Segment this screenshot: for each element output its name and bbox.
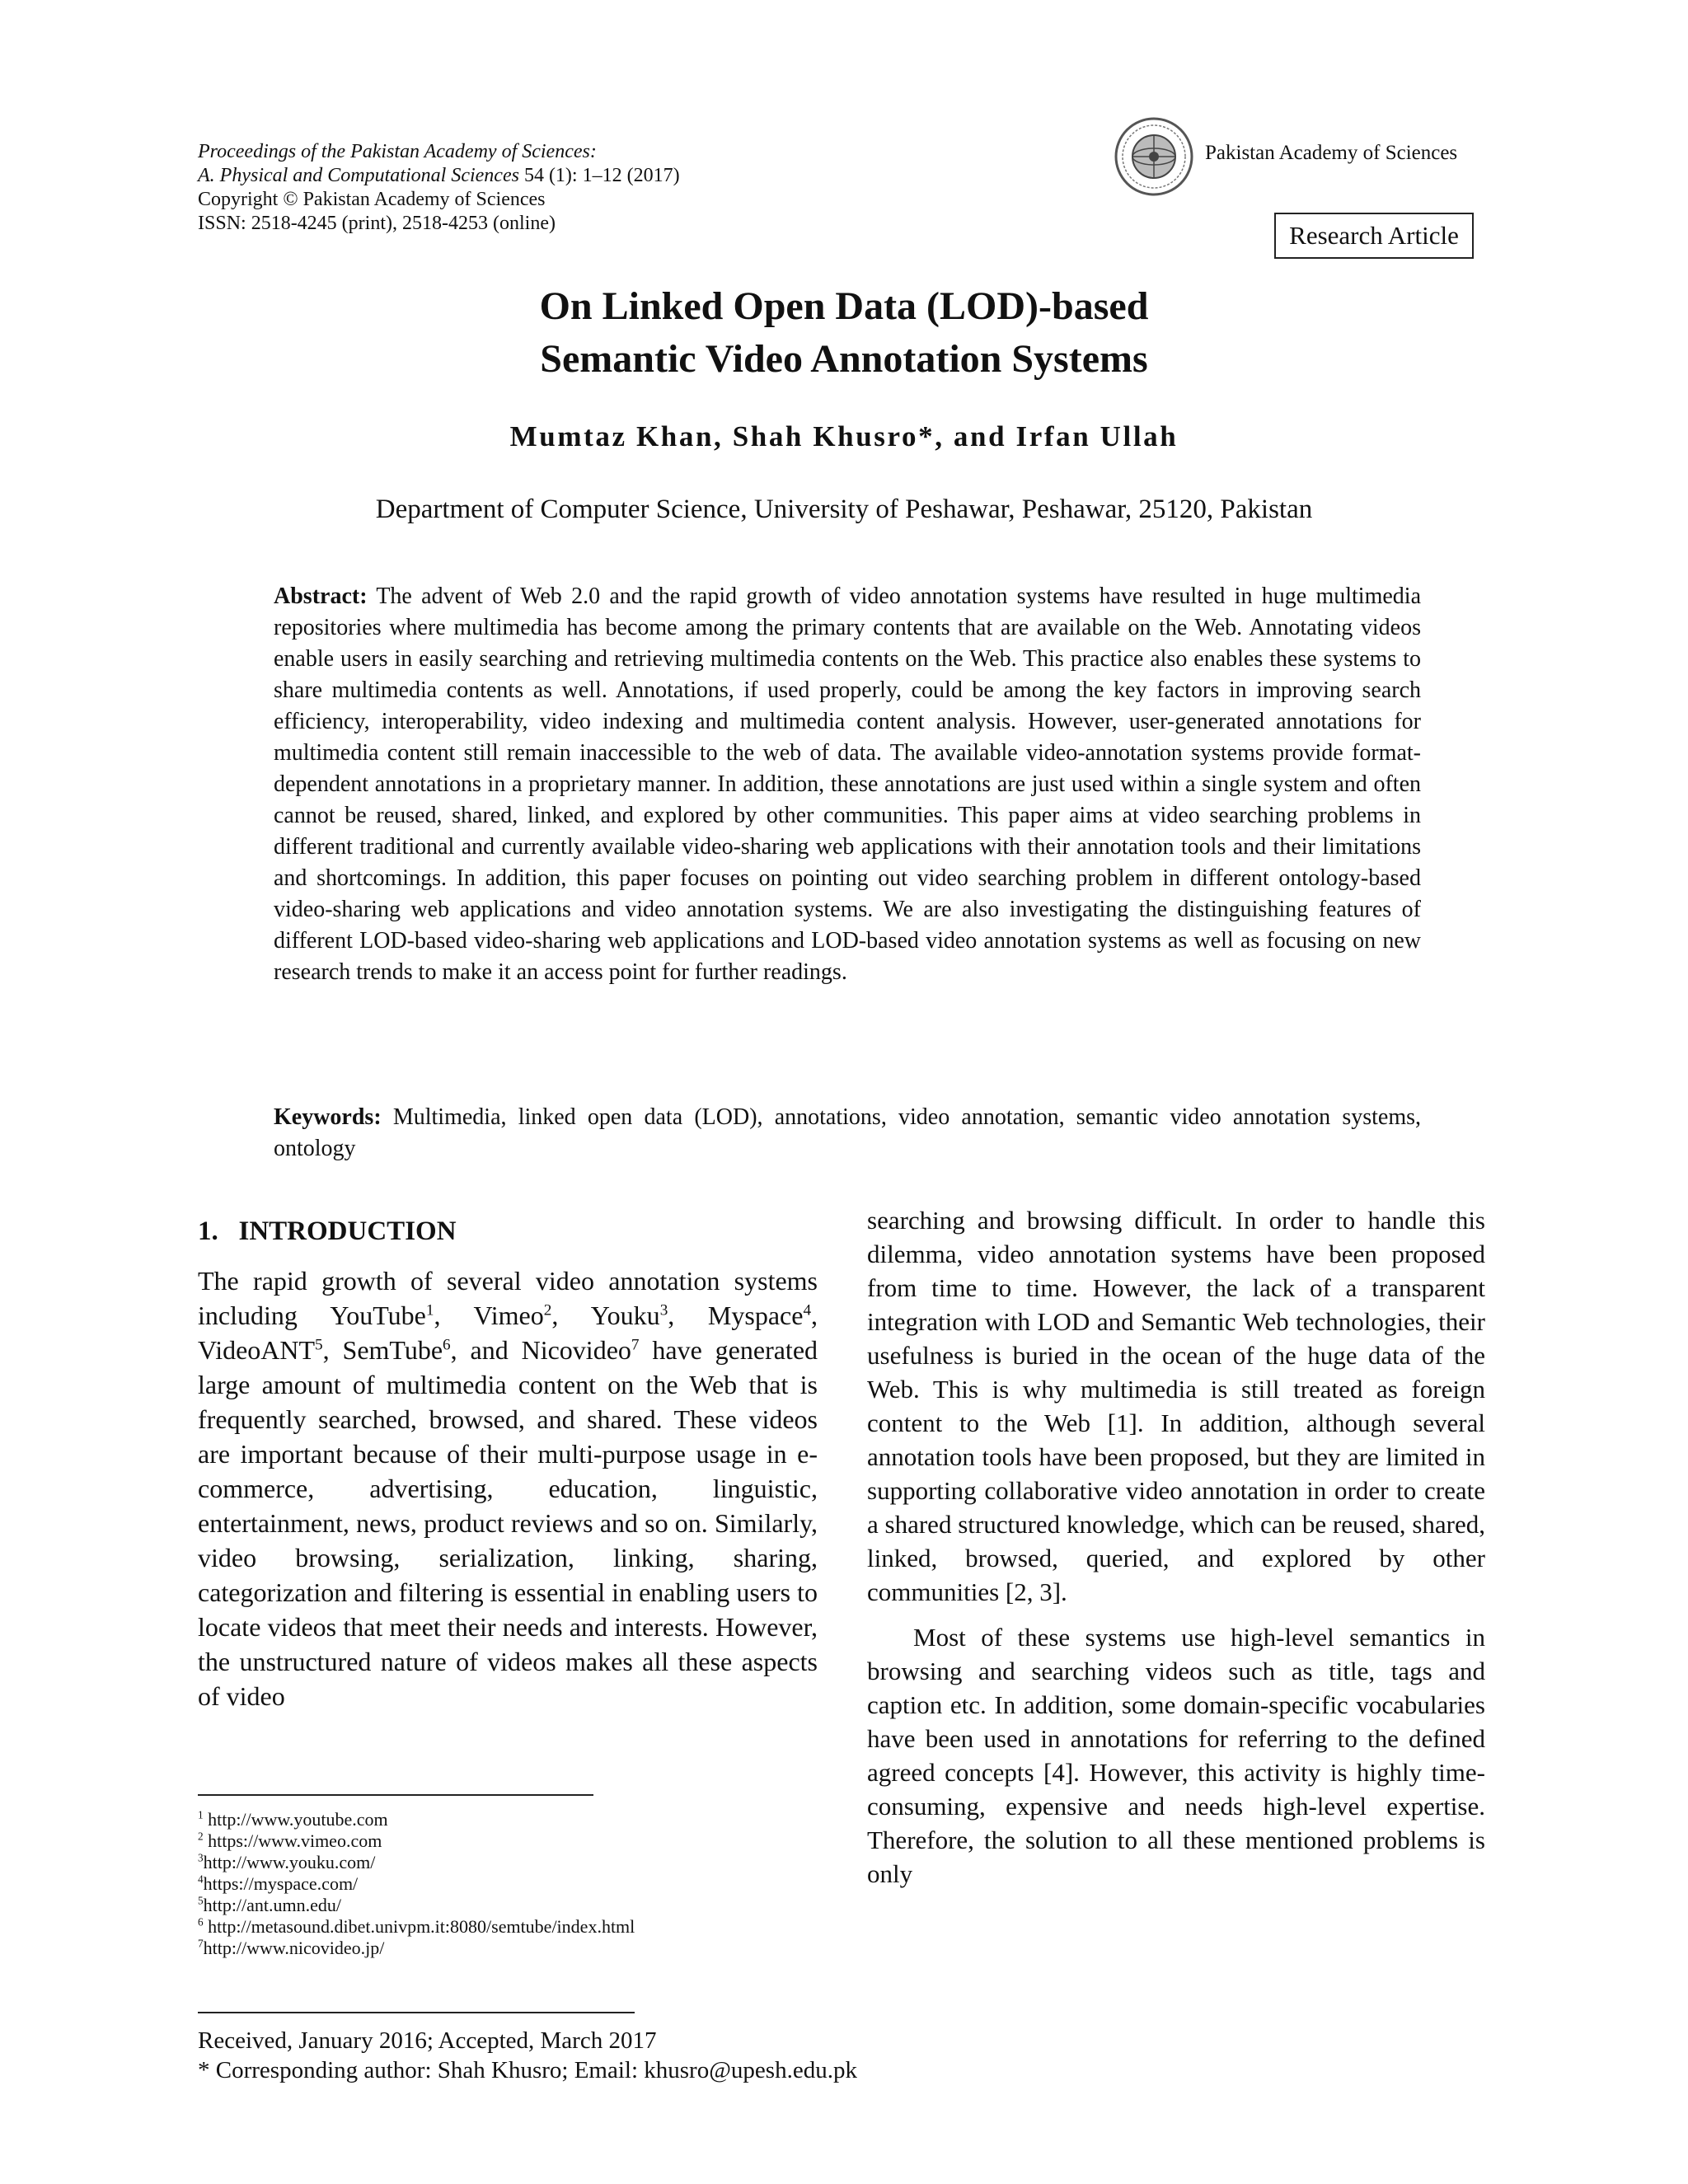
journal-info (198, 140, 680, 236)
affiliation: Department of Computer Science, University of Peshawar, Peshawar, 25120, Pakistan (375, 494, 1313, 524)
section-heading: 1. INTRODUCTION (198, 1216, 457, 1246)
issn: ISSN: 2518-4245 (print), 2518-4253 (online) (198, 213, 556, 234)
footnote: $^3$http://www.youku.com/ (198, 1851, 376, 1872)
article-type-badge: Research Article (1274, 213, 1474, 259)
footnote: $^6$ http://metasound.dibet.univpm.it:8080/semtube/index.html (198, 1915, 635, 1937)
intro-paragraph-2: searching and browsing difficult. In order to handle this dilemma, video annotation systems have been proposed from time to time. However, the lack of a transparent integration with LOD and Semantic Web technologies, their usefulness is buried in the ocean of the huge data of the Web. This is why multimedia is still treated as foreign content to the Web [1]. In addition, although several annotation tools have been proposed, but they are limited in supporting collaborative video annotation in order to create a shared structured knowledge, which can be reused, shared, linked, browsed, queried, and explored by other communities [2, 3]. (867, 1206, 1485, 1606)
footnote: $^7$http://www.nicovideo.jp/ (198, 1937, 385, 1958)
footnote: $^5$http://ant.umn.edu/ (198, 1894, 342, 1915)
left-column (198, 1203, 818, 1713)
footnote-divider (198, 1794, 593, 1796)
academy-name: Pakistan Academy of Sciences (1205, 142, 1458, 164)
journal-name: Proceedings of the Pakistan Academy of Sciences: (198, 141, 597, 162)
footnotes (198, 1809, 635, 1959)
received-dates: Received, January 2016; Accepted, March 2017 (198, 2027, 657, 2054)
abstract (274, 581, 1421, 988)
authors: Mumtaz Khan, Shah Khusro*, and Irfan Ullah (509, 420, 1179, 452)
corresponding-author: * Corresponding author: Shah Khusro; Email: khusro@upesh.edu.pk (198, 2057, 857, 2083)
abstract-label: Abstract: (274, 583, 368, 609)
intro-paragraph-3: Most of these systems use high-level semantics in browsing and searching videos such as title, tags and caption etc. In addition, some domain-specific vocabularies have been used in annotations for referring to the defined agreed concepts [4]. However, this activity is highly time-consuming, expensive and needs high-level expertise. Therefore, the solution to all these mentioned problems is only (867, 1623, 1485, 1888)
title-line-1: On Linked Open Data (LOD)-based (539, 284, 1149, 328)
copyright: Copyright © Pakistan Academy of Sciences (198, 189, 546, 210)
footnote: $^4$https://myspace.com/ (198, 1872, 359, 1894)
footnote: $^1$ http://www.youtube.com (198, 1808, 388, 1830)
academy-seal-icon (1113, 115, 1195, 198)
paper-title (0, 280, 1688, 386)
keywords (274, 1102, 1421, 1165)
intro-paragraph-1: The rapid growth of several video annotation systems including YouTube$^1$, Vimeo$^2$, Youku$^3$, Myspace$^4$, VideoANT$^5$, SemTube$^6$, and Nicovideo$^7$ have generated large amount of multimedia content on the Web that is frequently searched, browsed, and shared. These videos are important because of their multi-purpose usage in e-commerce, advertising, education, linguistic, entertainment, news, product reviews and so on. Similarly, video browsing, serialization, linking, sharing, categorization and filtering is essential in enabling users to locate videos that meet their needs and interests. However, the unstructured nature of videos makes all these aspects of video (198, 1266, 818, 1711)
journal-volume: A. Physical and Computational Sciences 54 (1): 1–12 (2017) (198, 165, 680, 186)
footnote: $^2$ https://www.vimeo.com (198, 1830, 382, 1851)
keywords-label: Keywords: (274, 1104, 382, 1130)
abstract-text: The advent of Web 2.0 and the rapid growth of video annotation systems have resulted in huge multimedia repositories where multimedia has become among the primary contents that are available on the Web. Annotating videos enable users in easily searching and retrieving multimedia contents on the Web. This practice also enables these systems to share multimedia contents as well. Annotations, if used properly, could be among the key factors in improving search efficiency, interoperability, video indexing and multimedia content analysis. However, user-generated annotations for multimedia content still remain inaccessible to the web of data. The available video-annotation systems provide format-dependent annotations in a proprietary manner. In addition, these annotations are just used within a single system and often cannot be reused, shared, linked, and explored by other communities. This paper aims at video searching problems in different traditional and currently available video-sharing web applications with their annotation tools and their limitations and shortcomings. In addition, this paper focuses on pointing out video searching problem in different ontology-based video-sharing web applications and video annotation systems. We are also investigating the distinguishing features of different LOD-based video-sharing web applications and LOD-based video annotation systems as well as focusing on new research trends to make it an access point for further readings. (274, 583, 1421, 985)
keywords-text: Multimedia, linked open data (LOD), annotations, video annotation, semantic video annotation systems, ontology (274, 1104, 1421, 1161)
received-divider (198, 2012, 635, 2013)
article-history (198, 2026, 857, 2085)
right-column (867, 1203, 1485, 1891)
title-line-2: Semantic Video Annotation Systems (540, 337, 1148, 381)
